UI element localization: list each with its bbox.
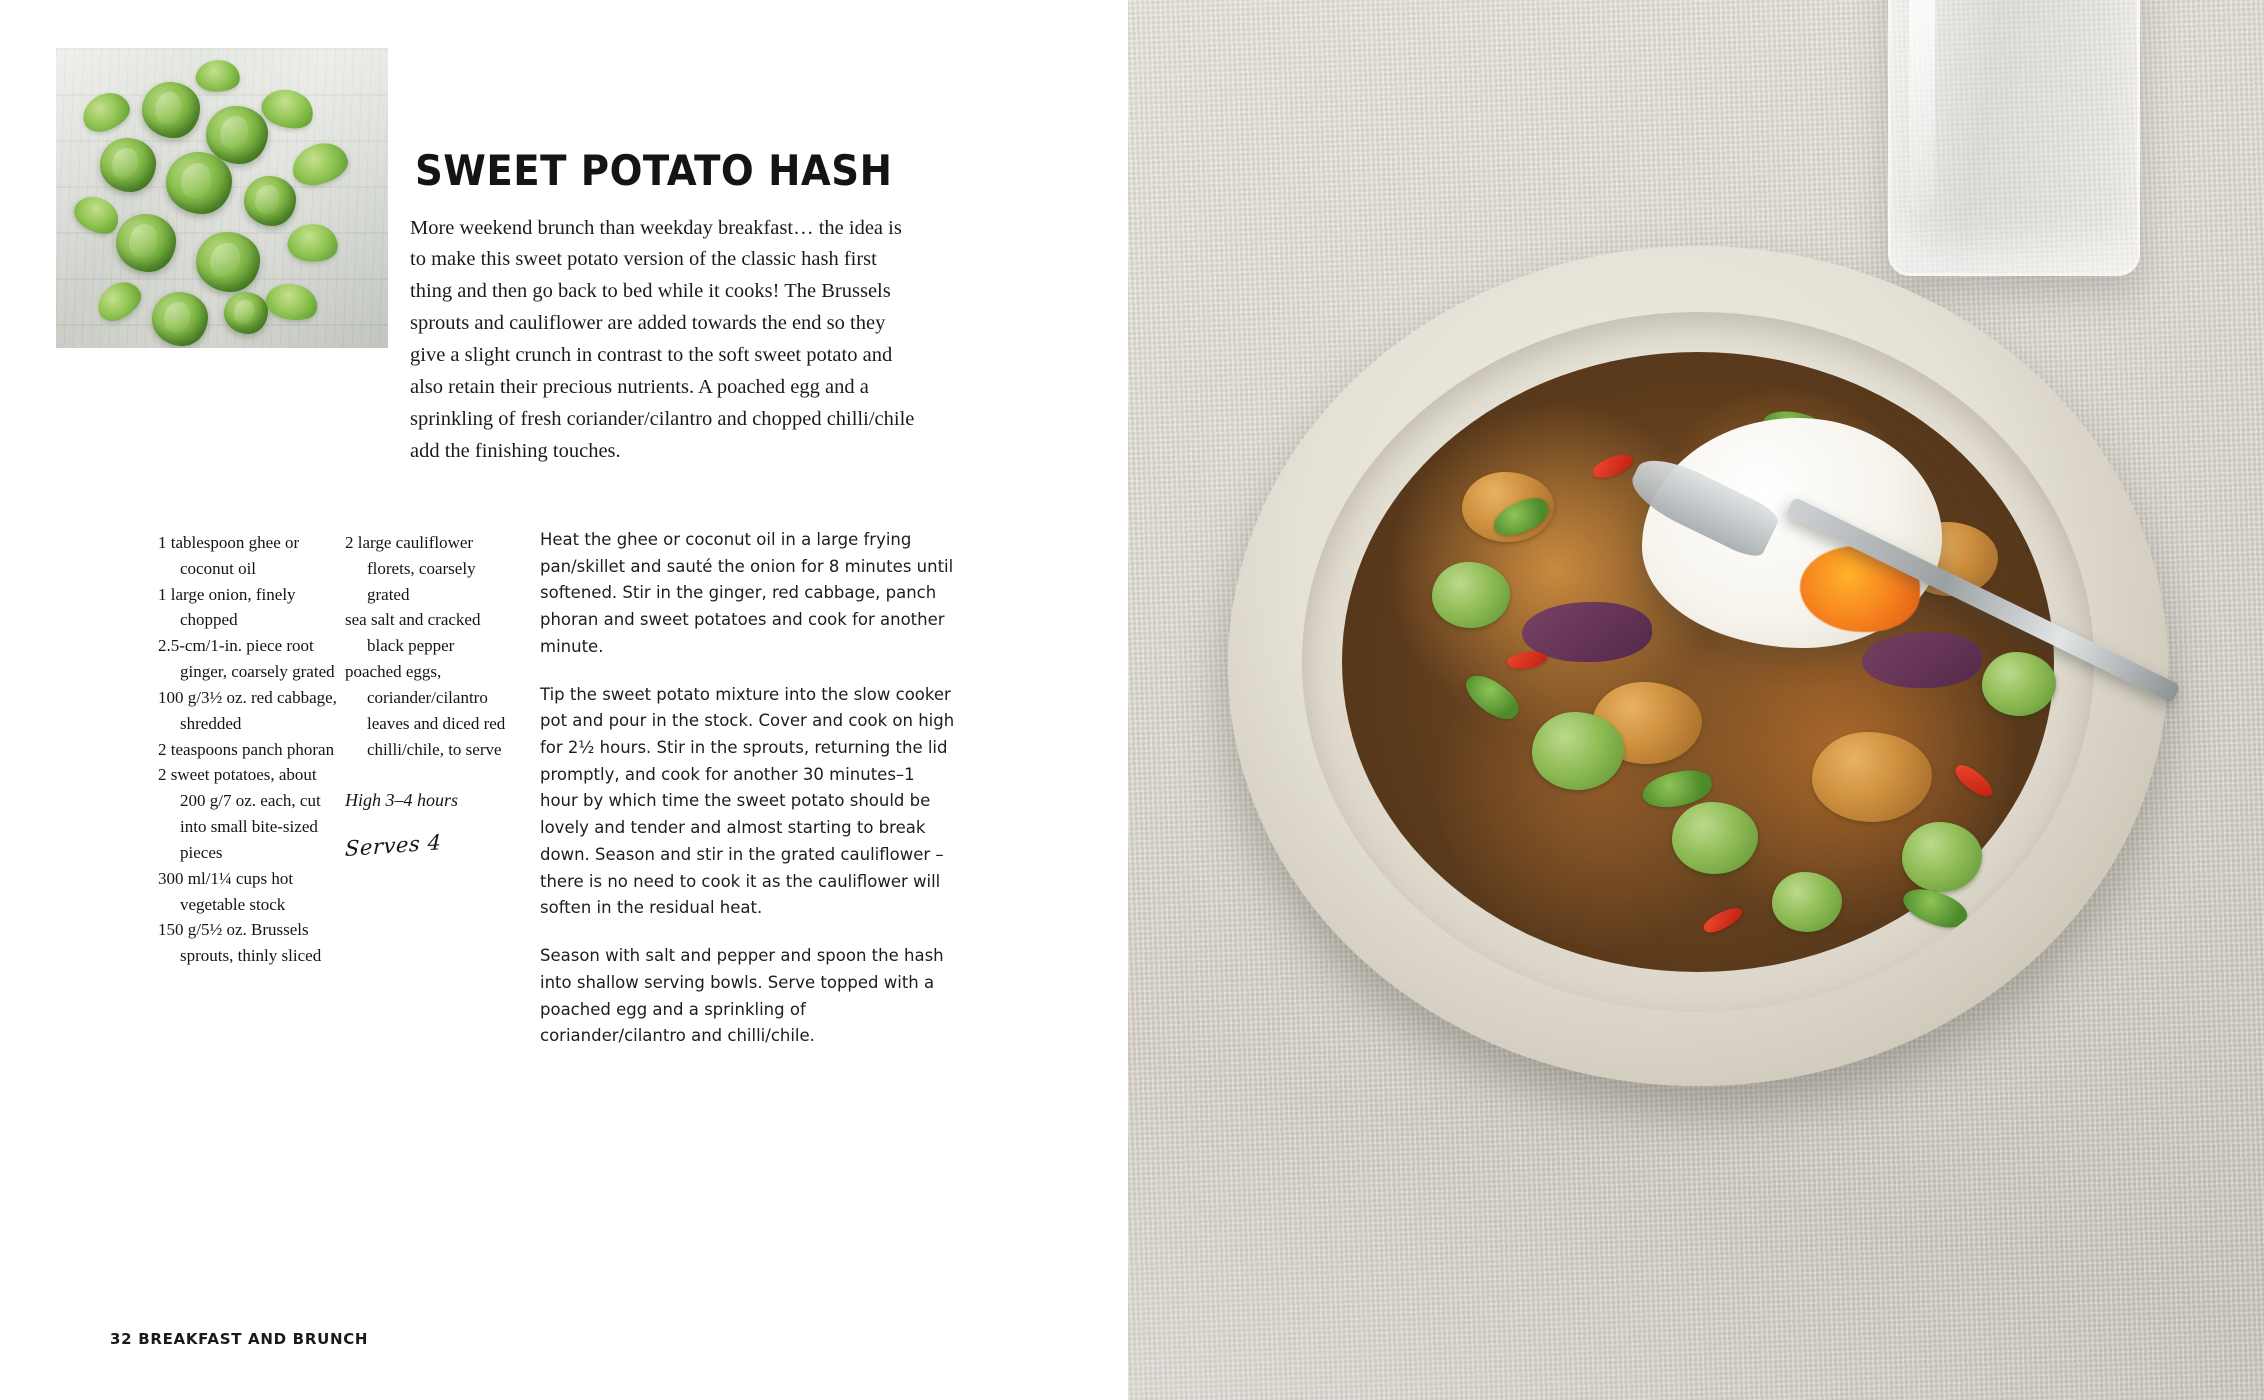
ingredients-column-two [345, 530, 520, 762]
sprout-shape [196, 232, 260, 292]
dish-photo [1128, 0, 2264, 1400]
hash-piece [1812, 732, 1932, 822]
brussels-sprouts-photo [56, 48, 388, 348]
sprout-shape [142, 82, 200, 138]
sprout-shape [116, 214, 176, 272]
chilli-piece [1701, 903, 1745, 938]
ingredient-item: 1 tablespoon ghee or coconut oil [158, 533, 300, 578]
ingredient-item: 150 g/5½ oz. Brussels sprouts, thinly sliced [158, 920, 322, 966]
serving-bowl [1228, 246, 2168, 1086]
ingredients-column-one [158, 530, 338, 969]
sprout-piece [1432, 562, 1510, 628]
page-title: SWEET POTATO HASH [415, 146, 893, 196]
ingredient-item: 2.5-cm/1-in. piece root ginger, coarsely grated [158, 636, 335, 682]
sprout-shape [152, 292, 208, 346]
sprout-piece [1902, 822, 1982, 892]
page-folio: 32 BREAKFAST AND BRUNCH [110, 1330, 369, 1348]
sprout-piece [1982, 652, 2056, 716]
hash-piece [1862, 632, 1982, 688]
sweet-potato-hash [1342, 352, 2054, 972]
ingredient-item: poached eggs, coriander/cilantro leaves and diced red chilli/chile, to serve [345, 662, 506, 759]
water-glass [1888, 0, 2140, 276]
sprout-piece [1772, 872, 1842, 932]
poached-egg [1642, 418, 1942, 648]
left-page [0, 0, 1128, 1400]
sprout-shape [244, 176, 296, 226]
coriander-leaf [1459, 666, 1524, 728]
cooking-time: High 3–4 hours [345, 790, 459, 810]
method-paragraph: Heat the ghee or coconut oil in a large frying pan/skillet and sauté the onion for 8 minutes until softened. Stir in the ginger, red cabbage, panch phoran and sweet potatoes and cook for another minute. [540, 530, 954, 656]
bowl-interior [1302, 312, 2094, 1012]
ingredient-item: sea salt and cracked black pepper [345, 610, 481, 656]
ingredient-item: 100 g/3½ oz. red cabbage, shredded [158, 687, 337, 733]
chilli-piece [1590, 449, 1636, 483]
method-steps [540, 527, 955, 1050]
method-paragraph: Tip the sweet potato mixture into the slow cooker pot and pour in the stock. Cover and cook on high for 2½ hours. Stir in the sprouts, returning the lid promptly, and cook for another 30 minutes–1 hour by which time the sweet potato should be lovely and tender and almost starting to break down. Season and stir in the grated cauliflower – there is no need to cook it as the cauliflower will soften in the residual heat. [540, 684, 955, 918]
ingredient-item: 2 teaspoons panch phoran [158, 739, 335, 759]
serves-note: Serves 4 [344, 830, 442, 862]
ingredient-item: 2 sweet potatoes, about 200 g/7 oz. each, cut into small bite-sized pieces [158, 765, 321, 862]
sprout-shape [224, 292, 268, 334]
sprout-shape [100, 138, 156, 192]
sprout-piece [1532, 712, 1624, 790]
chilli-piece [1951, 761, 1997, 801]
method-paragraph: Season with salt and pepper and spoon the hash into shallow serving bowls. Serve topped with a poached egg and a sprinkling of coriander/cilantro and chilli/chile. [540, 946, 944, 1046]
chilli-piece [1506, 648, 1548, 672]
ingredient-item: 1 large onion, finely chopped [158, 584, 296, 630]
ingredient-item: 2 large cauliflower florets, coarsely grated [345, 533, 476, 604]
recipe-intro: More weekend brunch than weekday breakfast… the idea is to make this sweet potato version of the classic hash first thing and then go back to bed while it cooks! The Brussels sprouts and cauliflower are added towards the end so they give a slight crunch in contrast to the soft sweet potato and also retain their precious nutrients. A poached egg and a sprinkling of fresh coriander/cilantro and chopped chilli/chile add the finishing touches. [410, 216, 915, 463]
sprout-piece [1672, 802, 1758, 874]
sprout-shape [166, 152, 232, 214]
ingredient-item: 300 ml/1¼ cups hot vegetable stock [158, 868, 294, 914]
